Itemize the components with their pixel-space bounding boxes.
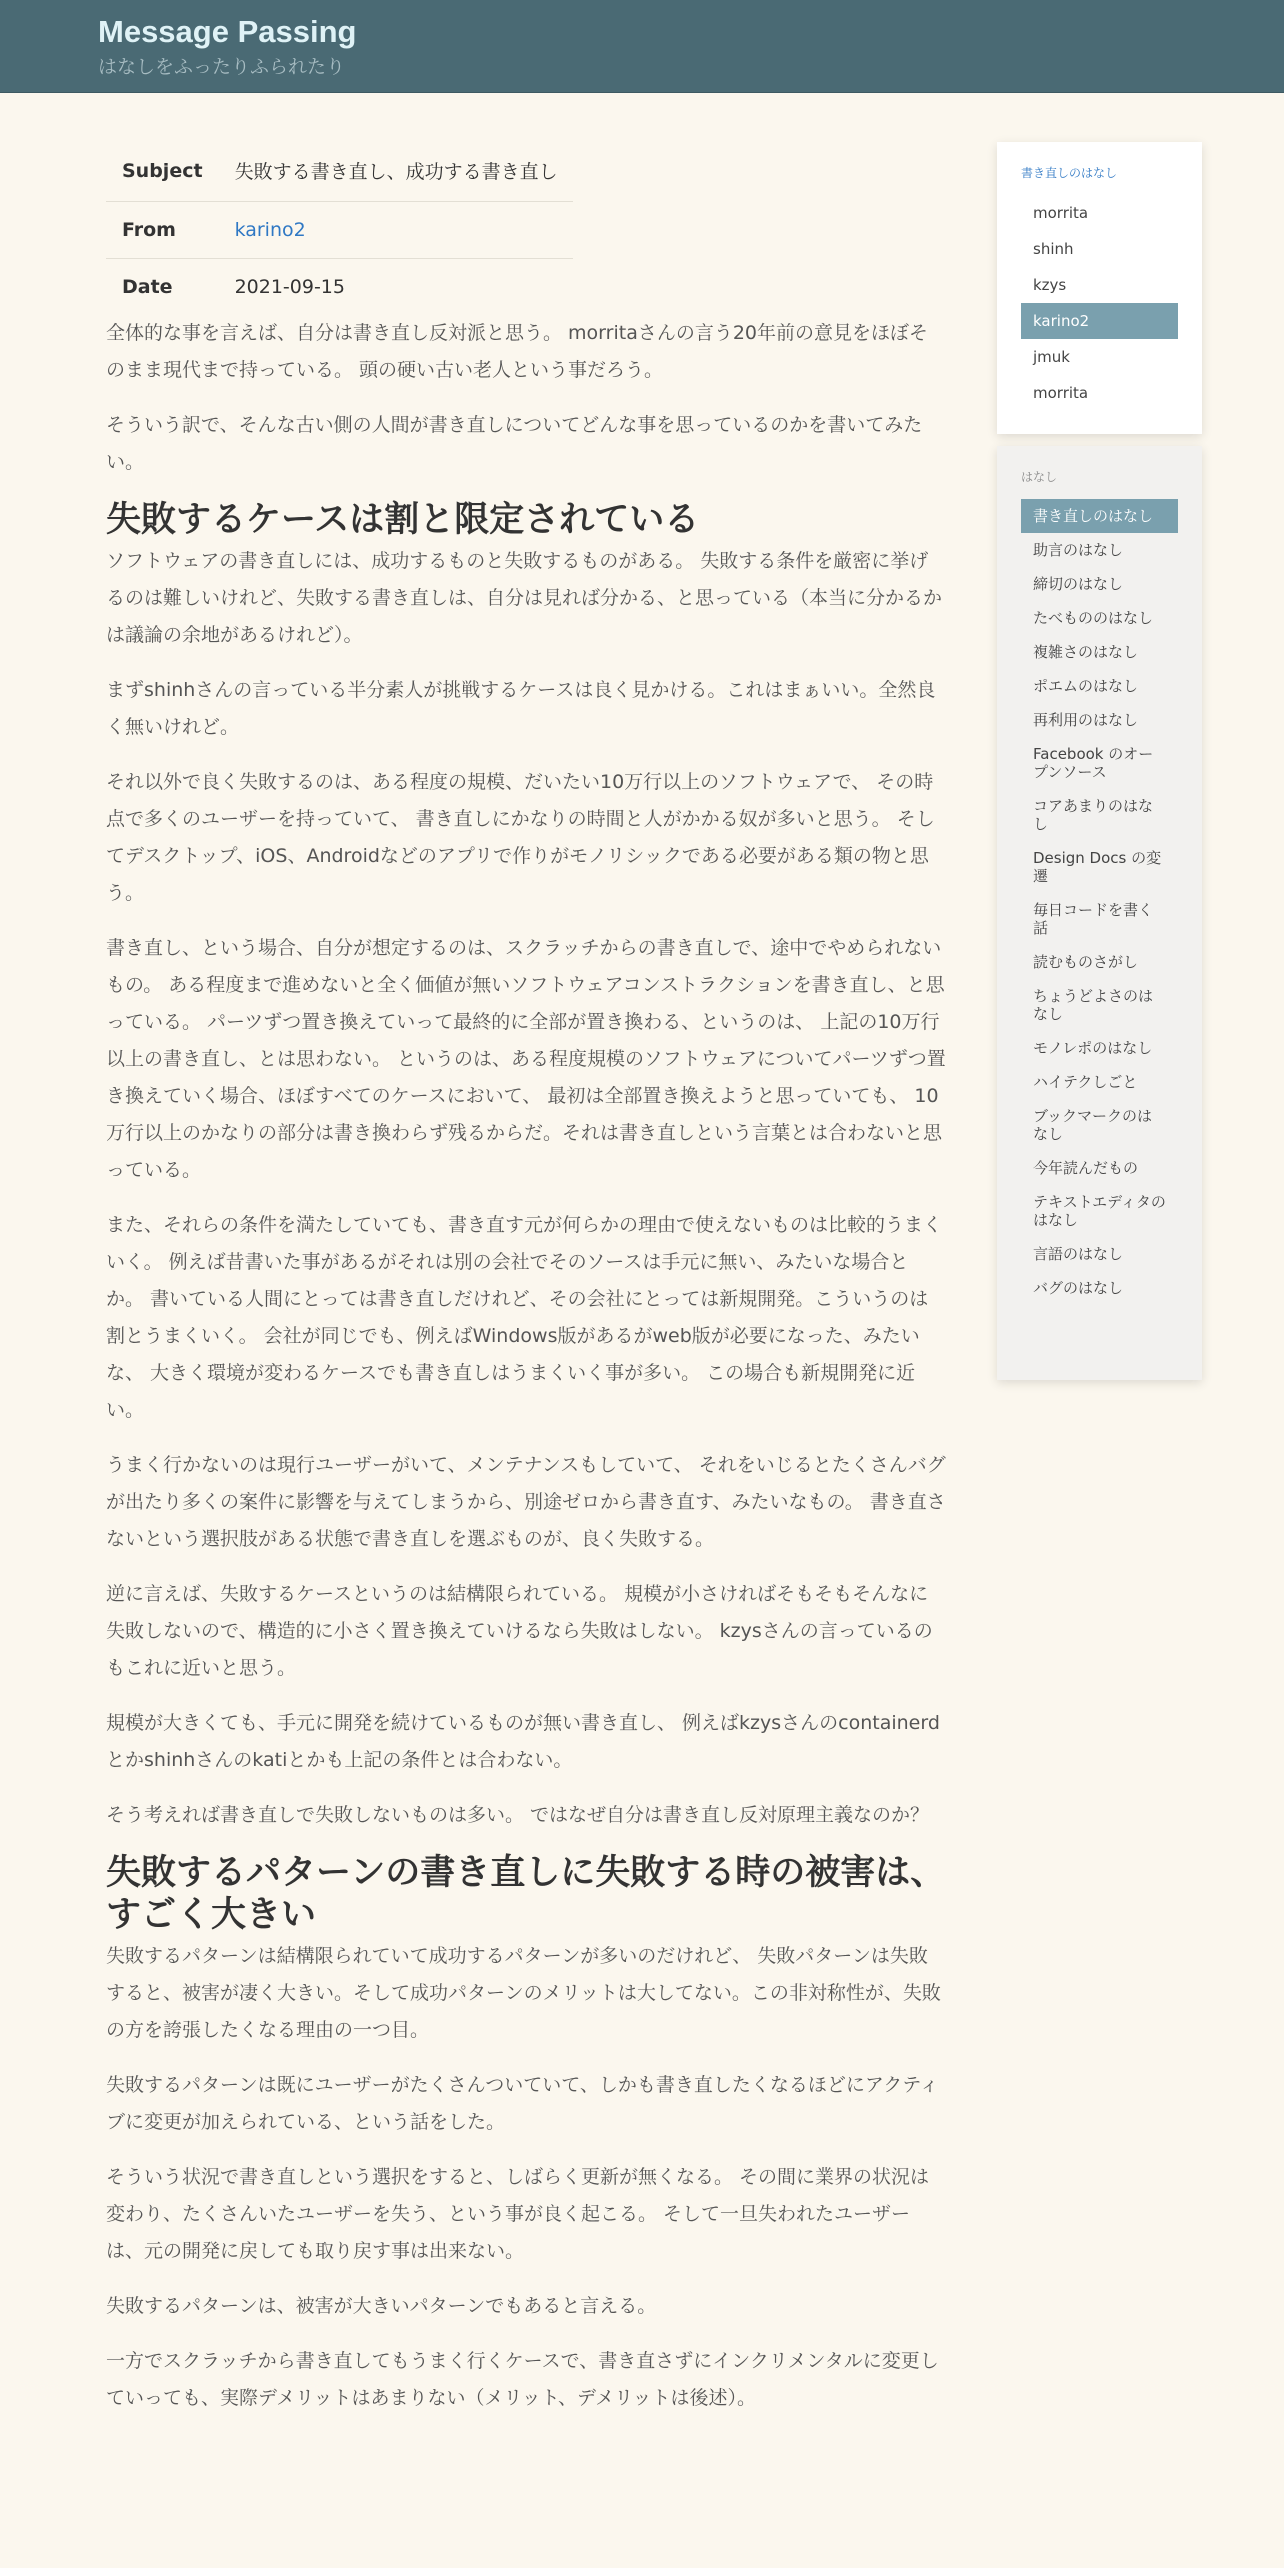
section-heading: 失敗するパターンの書き直しに失敗する時の被害は、すごく大きい (106, 1853, 946, 1935)
topic-item[interactable]: 締切のはなし (1033, 575, 1124, 593)
site-tagline: はなしをふったりふられたり (98, 56, 346, 78)
topic-item[interactable]: 読むものさがし (1033, 953, 1139, 971)
topic-item[interactable]: たべもののはなし (1033, 609, 1154, 627)
thread-item[interactable]: jmuk (1033, 348, 1070, 366)
topic-item[interactable]: テキストエディタのはなし (1033, 1193, 1166, 1229)
subject-value: 失敗する書き直し、成功する書き直し (234, 161, 558, 183)
date-row (106, 259, 573, 316)
site-header (0, 0, 1284, 93)
paragraph: まずshinhさんの言っている半分素人が挑戦するケースは良く見かける。これはまぁいい。全然良く無いけれど。 (106, 679, 936, 738)
subject-label: Subject (122, 159, 203, 182)
message-meta-table (106, 140, 573, 315)
topic-item[interactable]: 再利用のはなし (1033, 711, 1139, 729)
subject-row (106, 140, 573, 202)
paragraph: うまく行かないのは現行ユーザーがいて、メンテナンスもしていて、 それをいじるとたくさんバグが出たり多くの案件に影響を与えてしまうから、別途ゼロから書き直す、みたいなもの。 書き直さないという選択肢がある状態で書き直しを選ぶものが、良く失敗する。 (106, 1454, 946, 1550)
date-value: 2021-09-15 (219, 259, 573, 316)
topic-item[interactable]: コアあまりのはなし (1033, 797, 1154, 833)
topic-item[interactable]: 言語のはなし (1033, 1245, 1124, 1263)
section-heading: 失敗するケースは割と限定されている (106, 500, 700, 540)
topic-item[interactable]: 助言のはなし (1033, 541, 1124, 559)
topic-item[interactable]: ちょうどよさのはなし (1033, 987, 1154, 1023)
paragraph: そう考えれば書き直しで失敗しないものは多い。 ではなぜ自分は書き直し反対原理主義なのか？ (106, 1804, 930, 1826)
topic-item[interactable]: ブックマークのはなし (1033, 1107, 1152, 1143)
paragraph: それ以外で良く失敗するのは、ある程度の規模、だいたい10万行以上のソフトウェアで、 その時点で多くのユーザーを持っていて、 書き直しにかなりの時間と人がかかる奴が多いと思う。 そしてデスクトップ、iOS、Androidなどのアプリで作りがモノリシックである必要がある類の物と思う。 (106, 771, 935, 904)
article (106, 140, 946, 2435)
paragraph: 逆に言えば、失敗するケースというのは結構限られている。 規模が小さければそもそもそんなに失敗しないので、構造的に小さく置き換えていけるなら失敗はしない。 kzysさんの言っているのもこれに近いと思う。 (106, 1583, 933, 1679)
topic-item[interactable]: バグのはなし (1033, 1279, 1124, 1297)
paragraph: ソフトウェアの書き直しには、成功するものと失敗するものがある。 失敗する条件を厳密に挙げるのは難しいけれど、失敗する書き直しは、自分は見れば分かる、と思っている（本当に分かるかは議論の余地があるけれど）。 (106, 550, 943, 646)
topic-item[interactable]: ポエムのはなし (1033, 677, 1139, 695)
from-row (106, 202, 573, 259)
paragraph: 全体的な事を言えば、自分は書き直し反対派と思う。 morritaさんの言う20年前の意見をほぼそのまま現代まで持っている。 頭の硬い古い老人という事だろう。 (106, 322, 929, 381)
topic-item[interactable]: 今年読んだもの (1033, 1159, 1139, 1177)
thread-card (997, 142, 1202, 434)
topic-item[interactable]: Design Docs の変遷 (1033, 849, 1162, 885)
paragraph: 規模が大きくても、手元に開発を続けているものが無い書き直し、 例えばkzysさんのcontainerdとかshinhさんのkatiとかも上記の条件とは合わない。 (106, 1712, 940, 1771)
paragraph: そういう状況で書き直しという選択をすると、しばらく更新が無くなる。 その間に業界の状況は変わり、たくさんいたユーザーを失う、という事が良く起こる。 そして一旦失われたユーザーは、元の開発に戻しても取り戻す事は出来ない。 (106, 2166, 930, 2262)
author-link[interactable]: karino2 (234, 219, 306, 241)
topic-item[interactable]: 毎日コードを書く話 (1033, 901, 1154, 937)
paragraph: また、それらの条件を満たしていても、書き直す元が何らかの理由で使えないものは比較的うまくいく。 例えば昔書いた事があるがそれは別の会社でそのソースは手元に無い、みたいな場合とか。 書いている人間にとっては書き直しだけれど、その会社にとっては新規開発。こういうのは割とうまくいく。 会社が同じでも、例えばWindows版があるがweb版が必要になった、みたいな、 大きく環境が変わるケースでも書き直しはうまくいく事が多い。 この場合も新規開発に近い。 (106, 1214, 943, 1421)
thread-heading: 書き直しのはなし (1021, 166, 1118, 180)
thread-item[interactable]: morrita (1033, 384, 1089, 402)
paragraph: 一方でスクラッチから書き直してもうまく行くケースで、書き直さずにインクリメンタルに変更していっても、実際デメリットはあまりない（メリット、デメリットは後述）。 (106, 2350, 939, 2409)
thread-item[interactable]: shinh (1033, 240, 1074, 258)
topic-item-active[interactable]: 書き直しのはなし (1021, 499, 1178, 533)
thread-item[interactable]: kzys (1033, 276, 1067, 294)
paragraph: そういう訳で、そんな古い側の人間が書き直しについてどんな事を思っているのかを書いてみたい。 (106, 414, 923, 473)
article-body (106, 315, 946, 2417)
site-title-link[interactable]: Message Passing (98, 14, 357, 49)
thread-item[interactable]: morrita (1033, 204, 1089, 222)
paragraph: 失敗するパターンは既にユーザーがたくさんついていて、しかも書き直したくなるほどにアクティブに変更が加えられている、という話をした。 (106, 2074, 939, 2133)
topic-item[interactable]: 複雑さのはなし (1033, 643, 1139, 661)
paragraph: 書き直し、という場合、自分が想定するのは、スクラッチからの書き直しで、途中でやめられないもの。 ある程度まで進めないと全く価値が無いソフトウェアコンストラクションを書き直し、と思っている。 パーツずつ置き換えていって最終的に全部が置き換わる、というのは、 上記の10万行以上の書き直し、とは思わない。 というのは、ある程度規模のソフトウェアについてパーツずつ置き換えていく場合、ほぼすべてのケースにおいて、 最初は全部置き換えようと思っていても、 10万行以上のかなりの部分は書き換わらず残るからだ。それは書き直しという言葉とは合わないと思っている。 (106, 937, 946, 1181)
thread-item-active[interactable]: karino2 (1021, 303, 1178, 339)
topic-item[interactable]: ハイテクしごと (1033, 1073, 1138, 1091)
from-label: From (106, 202, 219, 259)
paragraph: 失敗するパターンは結構限られていて成功するパターンが多いのだけれど、 失敗パターンは失敗すると、被害が凄く大きい。そして成功パターンのメリットは大してない。この非対称性が、失敗の方を誇張したくなる理由の一つ目。 (106, 1945, 941, 2041)
paragraph: 失敗するパターンは、被害が大きいパターンでもあると言える。 (106, 2295, 657, 2317)
date-label: Date (106, 259, 219, 316)
thread-list (1021, 195, 1178, 411)
topic-list (1021, 499, 1178, 1305)
topics-heading: はなし (1021, 470, 1058, 484)
topic-item[interactable]: モノレポのはなし (1033, 1039, 1153, 1057)
topic-item[interactable]: Facebook のオープンソース (1033, 745, 1154, 781)
topics-card (997, 446, 1202, 1380)
